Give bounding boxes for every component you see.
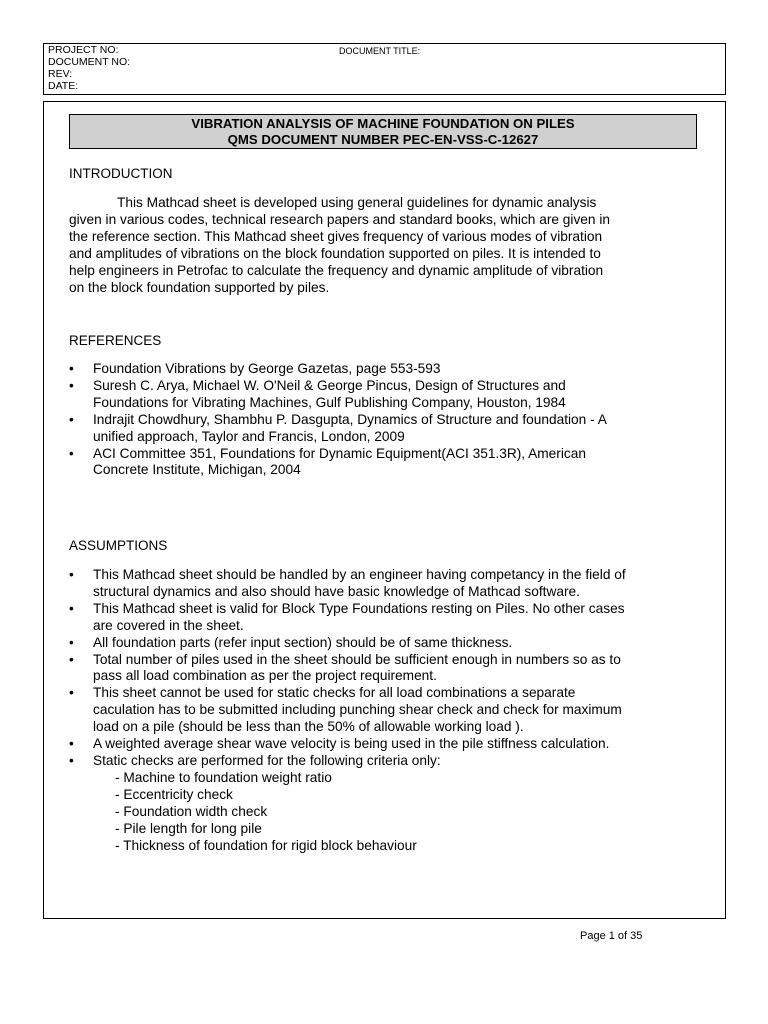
reference-item: • ACI Committee 351, Foundations for Dynamic Equipment(ACI 351.3R), American Concrete Institute, Michigan, 2004	[69, 445, 586, 478]
rev-label: REV:	[48, 68, 73, 80]
reference-item: • Indrajit Chowdhury, Shambhu P. Dasgupta, Dynamics of Structure and foundation - A unified approach, Taylor and Francis, London, 2009	[69, 411, 607, 444]
criteria-item: - Thickness of foundation for rigid block behaviour	[115, 837, 417, 853]
assumption-item: • Static checks are performed for the following criteria only: - Machine to foundation weight ratio - Eccentricity check - Foundation width check - Pile length for long pile - Thickness of foundation for rigid block behaviour	[69, 753, 714, 854]
introduction-heading: INTRODUCTION	[69, 166, 173, 181]
document-title-box	[69, 114, 697, 149]
references-list	[69, 361, 714, 479]
intro-line: help engineers in Petrofac to calculate the frequency and dynamic amplitude of vibration	[69, 262, 604, 278]
assumptions-heading: ASSUMPTIONS	[69, 538, 168, 553]
introduction-paragraph	[69, 195, 709, 296]
assumption-item: • A weighted average shear wave velocity is being used in the pile stiffness calculation.	[69, 736, 610, 752]
criteria-item: - Eccentricity check	[115, 786, 233, 802]
reference-item: • Suresh C. Arya, Michael W. O'Neil & George Pincus, Design of Structures and Foundations for Vibrating Machines, Gulf Publishing Company, Houston, 1984	[69, 377, 566, 410]
title-line-2: QMS DOCUMENT NUMBER PEC-EN-VSS-C-12627	[227, 132, 539, 147]
document-no-label: DOCUMENT NO:	[48, 56, 131, 68]
assumption-item: • This Mathcad sheet should be handled by an engineer having competancy in the field of structural dynamics and also should have basic knowledge of Mathcad software.	[69, 567, 626, 599]
criteria-item: - Machine to foundation weight ratio	[115, 769, 332, 785]
assumption-item: • This sheet cannot be used for static checks for all load combinations a separate caculation has to be submitted including punching shear check and check for maximum load on a pile (should be less than the 50% of allowable working load ).	[69, 685, 622, 735]
date-label: DATE:	[48, 80, 79, 92]
assumption-item: • This Mathcad sheet is valid for Block Type Foundations resting on Piles. No other cases are covered in the sheet.	[69, 600, 625, 633]
assumptions-list	[69, 567, 714, 854]
title-line-1: VIBRATION ANALYSIS OF MACHINE FOUNDATION ON PILES	[191, 116, 575, 131]
reference-item: • Foundation Vibrations by George Gazetas, page 553-593	[69, 361, 441, 376]
project-no-label: PROJECT NO:	[48, 44, 119, 56]
intro-line: given in various codes, technical research papers and standard books, which are given in	[69, 211, 610, 227]
document-title-label: DOCUMENT TITLE:	[339, 46, 421, 56]
references-heading: REFERENCES	[69, 333, 162, 348]
page-number: Page 1 of 35	[580, 930, 643, 942]
document-header	[43, 43, 726, 95]
intro-line: This Mathcad sheet is developed using general guidelines for dynamic analysis	[117, 195, 597, 210]
criteria-item: - Pile length for long pile	[115, 820, 262, 836]
intro-line: the reference section. This Mathcad sheet gives frequency of various modes of vibration	[69, 228, 603, 244]
criteria-item: - Foundation width check	[115, 803, 268, 819]
intro-line: and amplitudes of vibrations on the block foundation supported on piles. It is intended to	[69, 245, 601, 261]
assumption-item: • All foundation parts (refer input section) should be of same thickness.	[69, 634, 513, 650]
intro-line: on the block foundation supported by piles.	[69, 279, 330, 295]
assumption-item: • Total number of piles used in the sheet should be sufficient enough in numbers so as to pass all load combination as per the project requirement.	[69, 651, 621, 684]
